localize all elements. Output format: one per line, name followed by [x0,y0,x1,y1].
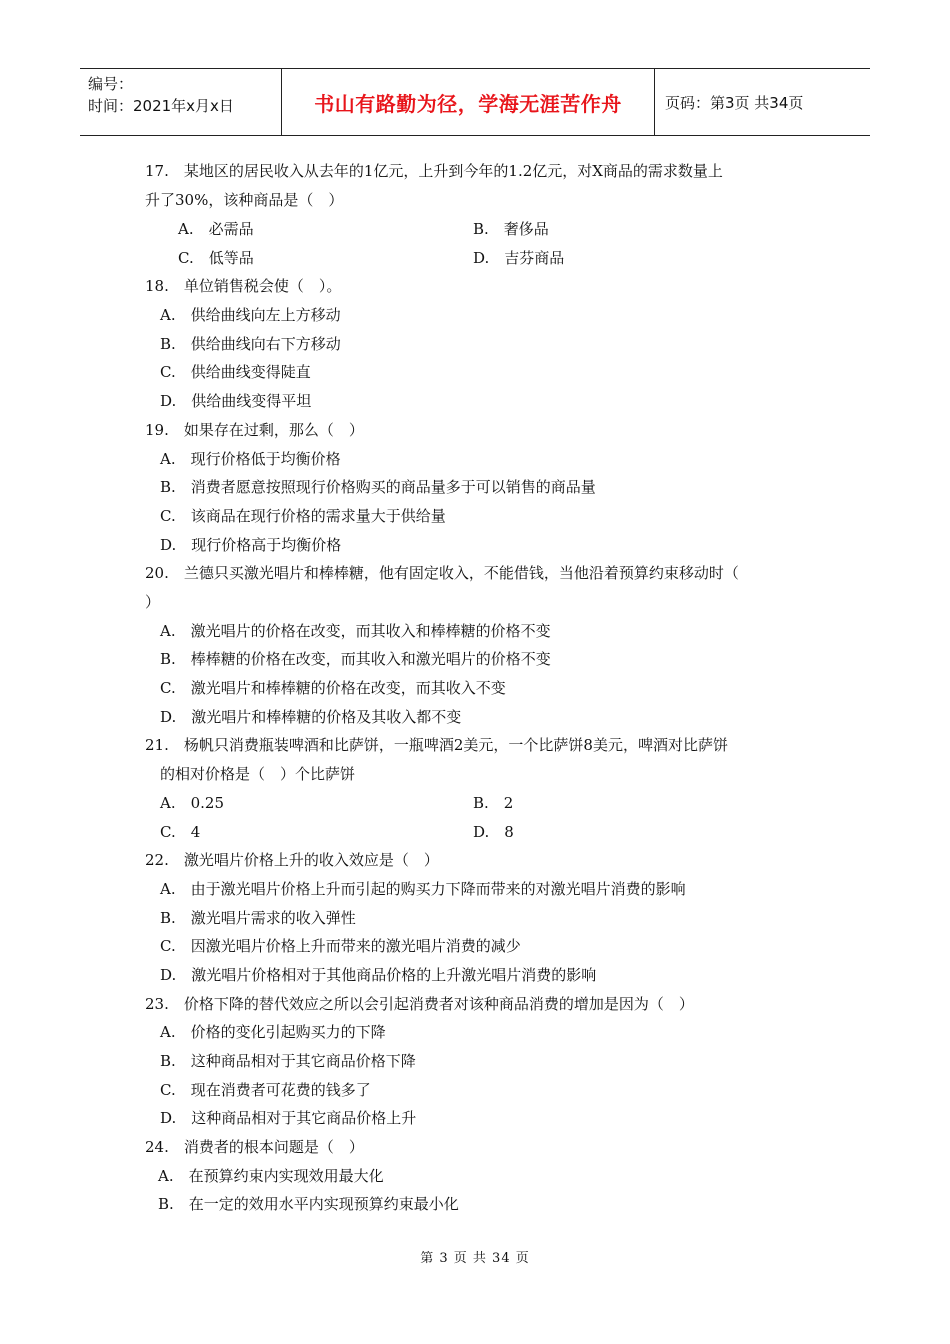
question-24-option-b: B. 在一定的效用水平内实现预算约束最小化 [158,1195,459,1213]
question-17-option-b: B. 奢侈品 [473,220,549,238]
question-23-option-a: A. 价格的变化引起购买力的下降 [160,1023,386,1041]
page-header [80,68,870,136]
question-22-option-d: D. 激光唱片价格相对于其他商品价格的上升激光唱片消费的影响 [160,966,597,984]
question-18-option-d: D. 供给曲线变得平坦 [160,392,312,410]
question-23-stem: 23. 价格下降的替代效应之所以会引起消费者对该种商品消费的增加是因为（ ） [145,995,694,1013]
question-19-option-b: B. 消费者愿意按照现行价格购买的商品量多于可以销售的商品量 [160,478,596,496]
question-19-stem: 19. 如果存在过剩，那么（ ） [145,421,364,439]
question-20-option-c: C. 激光唱片和棒棒糖的价格在改变，而其收入不变 [160,679,506,697]
question-21-option-c: C. 4 [160,823,201,841]
question-20-stem: 20. 兰德只买激光唱片和棒棒糖，他有固定收入，不能借钱，当他沿着预算约束移动时（ [145,564,739,582]
date-label: 时间：2021年x月x日 [88,97,234,115]
question-21-stem: 21. 杨帆只消费瓶装啤酒和比萨饼，一瓶啤酒2美元，一个比萨饼8美元，啤酒对比萨饼 [145,736,728,754]
question-18-stem: 18. 单位销售税会使（ ）。 [145,277,342,295]
question-21-option-a: A. 0.25 [160,794,224,812]
question-17-stem: 17. 某地区的居民收入从去年的1亿元，上升到今年的1.2亿元，对X商品的需求数量上 [145,162,723,180]
question-23-option-b: B. 这种商品相对于其它商品价格下降 [160,1052,416,1070]
question-23-option-c: C. 现在消费者可花费的钱多了 [160,1081,371,1099]
question-19-option-d: D. 现行价格高于均衡价格 [160,536,342,554]
question-18-option-c: C. 供给曲线变得陡直 [160,363,311,381]
question-24-stem: 24. 消费者的根本问题是（ ） [145,1138,364,1156]
page-footer: 第 3 页 共 34 页 [420,1251,530,1266]
question-20-stem-cont: ） [145,593,161,611]
question-21-option-b: B. 2 [473,794,514,812]
question-17-option-a: A. 必需品 [178,220,254,238]
question-23-option-d: D. 这种商品相对于其它商品价格上升 [160,1109,417,1127]
question-20-option-d: D. 激光唱片和棒棒糖的价格及其收入都不变 [160,708,462,726]
number-label: 编号： [88,75,134,93]
question-17-option-d: D. 吉芬商品 [473,249,565,267]
question-22-option-c: C. 因激光唱片价格上升而带来的激光唱片消费的减少 [160,937,521,955]
question-18-option-a: A. 供给曲线向左上方移动 [160,306,341,324]
question-22-option-b: B. 激光唱片需求的收入弹性 [160,909,356,927]
question-21-stem-cont: 的相对价格是（ ）个比萨饼 [160,765,356,783]
question-20-option-a: A. 激光唱片的价格在改变，而其收入和棒棒糖的价格不变 [160,622,551,640]
question-17-option-c: C. 低等品 [178,249,254,267]
header-meta [80,69,282,135]
question-17-stem-cont: 升了30%，该种商品是（ ） [145,191,344,209]
question-18-option-b: B. 供给曲线向右下方移动 [160,335,341,353]
question-19-option-a: A. 现行价格低于均衡价格 [160,450,341,468]
question-21-option-d: D. 8 [473,823,514,841]
question-22-option-a: A. 由于激光唱片价格上升而引起的购买力下降而带来的对激光唱片消费的影响 [160,880,686,898]
header-page-info: 页码：第3页 共34页 [665,93,804,112]
question-20-option-b: B. 棒棒糖的价格在改变，而其收入和激光唱片的价格不变 [160,650,551,668]
header-motto: 书山有路勤为径，学海无涯苦作舟 [282,69,655,135]
question-19-option-c: C. 该商品在现行价格的需求量大于供给量 [160,507,446,525]
question-24-option-a: A. 在预算约束内实现效用最大化 [158,1167,384,1185]
question-22-stem: 22. 激光唱片价格上升的收入效应是（ ） [145,851,439,869]
